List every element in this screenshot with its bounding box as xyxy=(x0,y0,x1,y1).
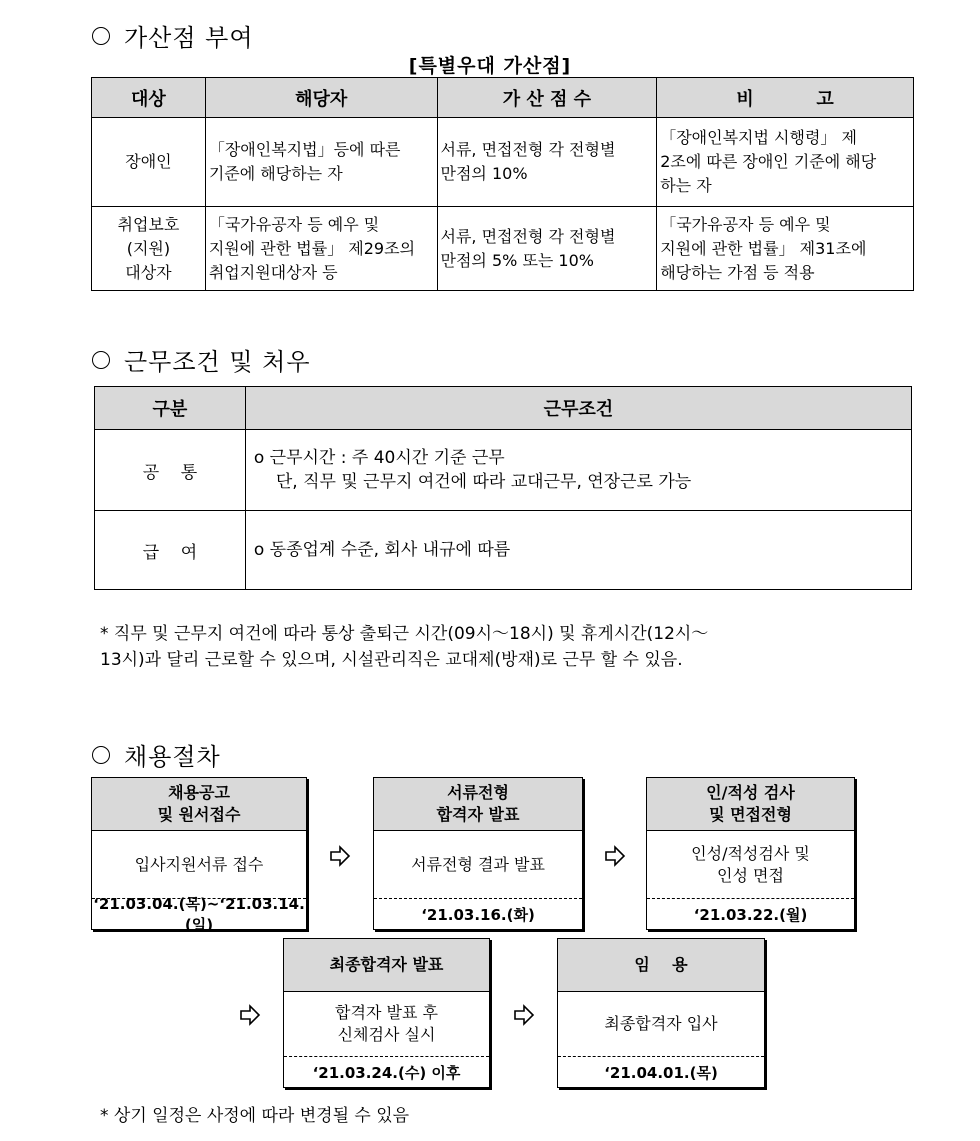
hollow-right-arrow-icon xyxy=(604,845,626,867)
table-caption: [특별우대 가산점] xyxy=(408,55,572,77)
step-box-interview xyxy=(646,777,855,930)
condition-line: o 동종업계 수준, 회사 내규에 따름 xyxy=(253,540,511,560)
cell-note: 「장애인복지법 시행령」 제 2조에 따른 장애인 기준에 해당 하는 자 xyxy=(657,118,914,207)
hollow-right-arrow-icon xyxy=(329,845,351,867)
work-note: * 직무 및 근무지 여건에 따라 통상 출퇴근 시간(09시～18시) 및 휴게시간(12시～ 13시)과 달리 근로할 수 있으며, 시설관리직은 교대제(방재)로 근무 할 수 있음. xyxy=(100,624,709,670)
cell-points: 서류, 면접전형 각 전형별 만점의 5% 또는 10% xyxy=(437,207,657,291)
step-date: ‘21.03.04.(목)~‘21.03.14.(일) xyxy=(93,895,305,934)
cell-label: 급 여 xyxy=(95,511,246,590)
step-body: 합격자 발표 후 신체검사 실시 xyxy=(335,1003,438,1044)
cell-label: 공 통 xyxy=(95,430,246,511)
step-title: 인/적성 검사 및 면접전형 xyxy=(647,778,854,831)
section-heading-hiring xyxy=(92,737,221,772)
section-title: 가산점 부여 xyxy=(124,24,254,52)
step-title: 임 용 xyxy=(558,939,764,992)
step-body: 인성/적성검사 및 인성 면접 xyxy=(691,843,810,885)
header-conditions: 근무조건 xyxy=(245,387,911,430)
bonus-table xyxy=(91,77,914,291)
step-date: ‘21.04.01.(목) xyxy=(558,1056,764,1087)
step-box-announcement xyxy=(91,777,307,934)
step-box-final-result xyxy=(283,938,490,1088)
circle-bullet-icon xyxy=(92,351,110,369)
step-date: ‘21.03.16.(화) xyxy=(374,898,582,929)
circle-bullet-icon xyxy=(92,746,110,764)
cell-who: 「국가유공자 등 예우 및 지원에 관한 법률」 제29조의 취업지원대상자 등 xyxy=(205,207,437,291)
header-target: 대상 xyxy=(92,78,206,118)
condition-line: 단, 직무 및 근무지 여건에 따라 교대근무, 연장근로 가능 xyxy=(275,472,692,492)
circle-bullet-icon xyxy=(92,27,110,45)
cell-target: 장애인 xyxy=(92,118,206,207)
header-points: 가 산 점 수 xyxy=(437,78,657,118)
step-body: 입사지원서류 접수 xyxy=(134,854,264,874)
cell-points: 서류, 면접전형 각 전형별 만점의 10% xyxy=(437,118,657,207)
step-title: 서류전형 합격자 발표 xyxy=(374,778,582,831)
step-body: 최종합격자 입사 xyxy=(604,1014,718,1033)
table-row xyxy=(92,118,914,207)
step-box-appointment xyxy=(557,938,765,1088)
step-body: 서류전형 결과 발표 xyxy=(411,854,545,874)
step-title: 최종합격자 발표 xyxy=(284,939,489,992)
header-note: 비 고 xyxy=(657,78,914,118)
hollow-right-arrow-icon xyxy=(239,1004,261,1026)
section-title: 채용절차 xyxy=(124,743,221,771)
table-row xyxy=(95,511,912,590)
section-heading-work xyxy=(92,342,311,377)
cell-note: 「국가유공자 등 예우 및 지원에 관한 법률」 제31조에 해당하는 가점 등 적용 xyxy=(657,207,914,291)
step-date: ‘21.03.24.(수) 이후 xyxy=(284,1056,489,1087)
work-table xyxy=(94,386,912,590)
cell-who: 「장애인복지법」등에 따른 기준에 해당하는 자 xyxy=(205,118,437,207)
step-date: ‘21.03.22.(월) xyxy=(647,898,854,929)
step-box-document xyxy=(373,777,583,930)
condition-line: o 근무시간 : 주 40시간 기준 근무 xyxy=(253,448,505,468)
section-title: 근무조건 및 처우 xyxy=(124,348,311,376)
cell-target: 취업보호 (지원) 대상자 xyxy=(92,207,206,291)
header-who: 해당자 xyxy=(205,78,437,118)
table-row xyxy=(95,430,912,511)
step-title: 채용공고 및 원서접수 xyxy=(92,778,306,831)
section-heading-bonus xyxy=(92,18,254,53)
header-category: 구분 xyxy=(95,387,246,430)
table-row xyxy=(92,207,914,291)
hollow-right-arrow-icon xyxy=(513,1004,535,1026)
final-note: * 상기 일정은 사정에 따라 변경될 수 있음 xyxy=(100,1106,410,1126)
